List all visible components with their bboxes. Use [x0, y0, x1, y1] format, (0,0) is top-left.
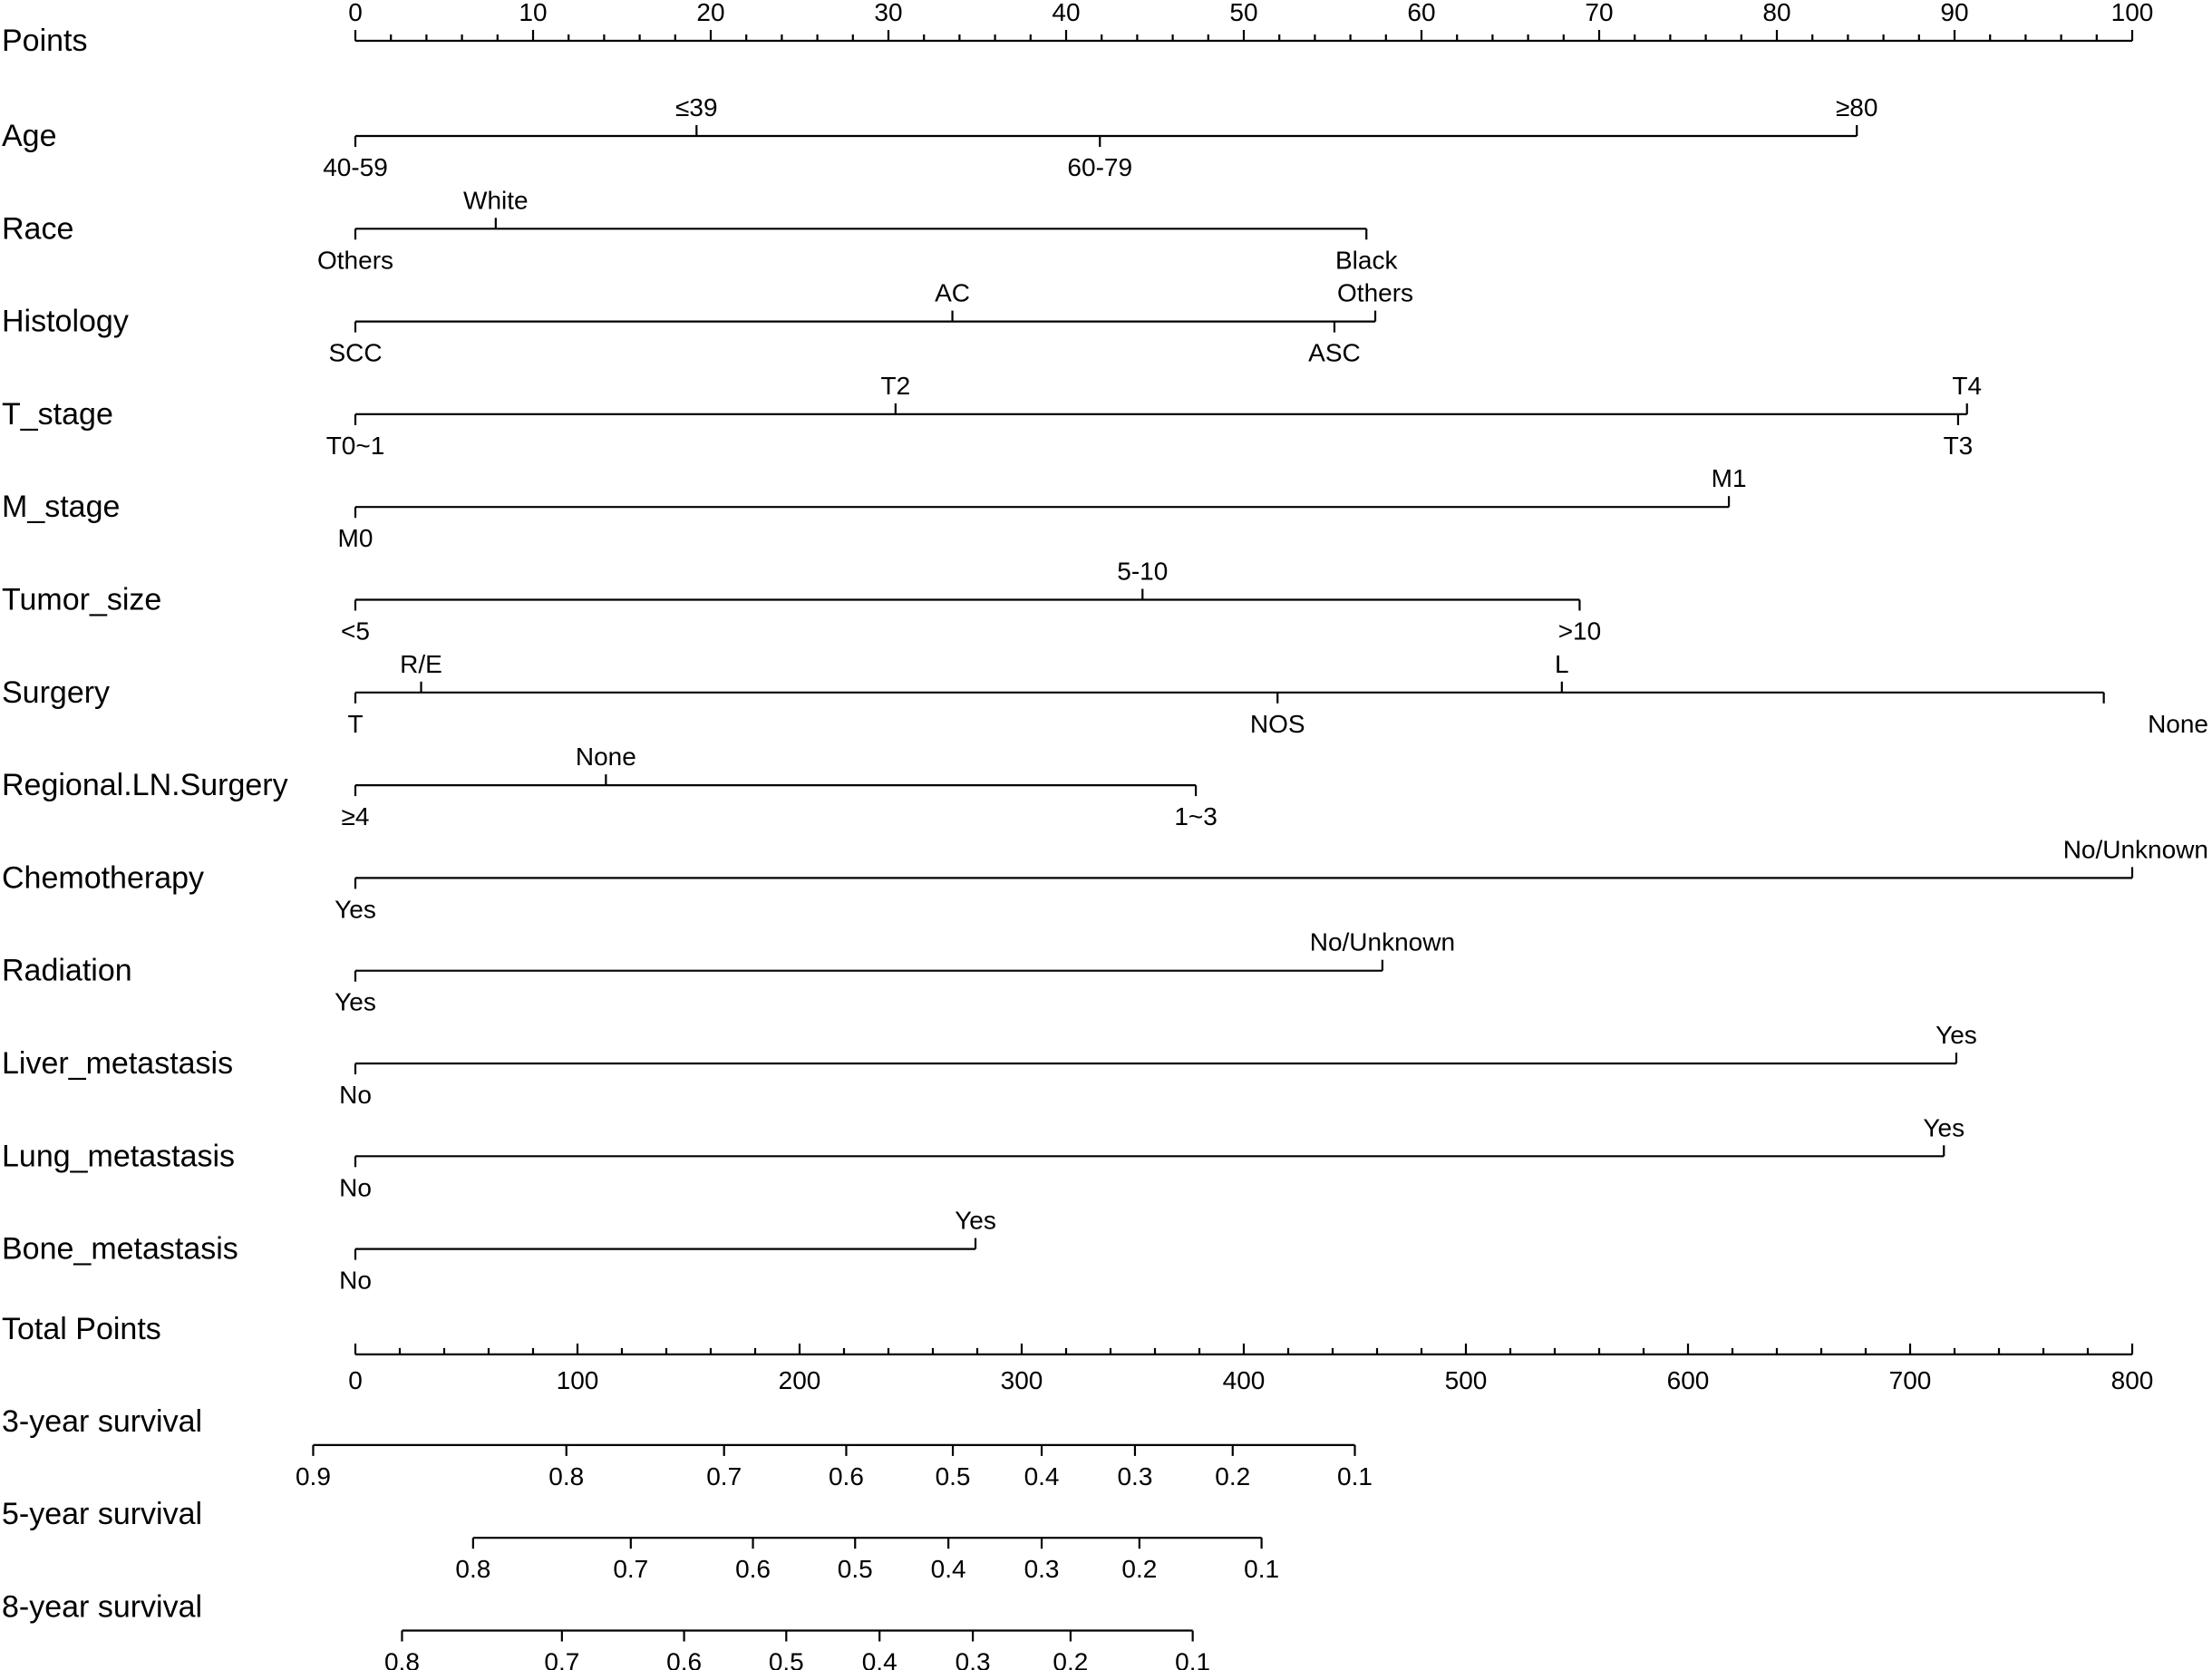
level-label-age-le39: ≤39	[675, 93, 718, 121]
total-points-tick-label: 400	[1222, 1365, 1266, 1394]
level-label-liver-metastasis-yes: Yes	[1936, 1021, 1977, 1049]
points-tick-label: 40	[1052, 0, 1081, 26]
tick-label-3-year-survival: 0.4	[1024, 1461, 1060, 1490]
level-label-radiation-no-unknown: No/Unknown	[1309, 927, 1456, 956]
row-label-surgery: Surgery	[2, 675, 111, 710]
level-label-surgery-l: L	[1555, 649, 1569, 678]
tick-label-5-year-survival: 0.7	[613, 1555, 649, 1584]
level-label-t-stage-t0to1: T0~1	[325, 431, 385, 460]
points-tick-label: 100	[2110, 0, 2154, 26]
row-label-tumor-size: Tumor_size	[2, 582, 162, 617]
points-tick-label: 60	[1407, 0, 1436, 26]
row-label-lung-metastasis: Lung_metastasis	[2, 1139, 236, 1174]
row-label-points: Points	[2, 24, 88, 58]
level-label-regional-ln-surgery-ge4: ≥4	[341, 802, 370, 831]
total-points-tick-label: 100	[556, 1365, 599, 1394]
level-label-t-stage-t3: T3	[1943, 431, 1974, 460]
points-tick-label: 70	[1585, 0, 1614, 26]
level-label-liver-metastasis-no: No	[339, 1081, 372, 1109]
tick-label-3-year-survival: 0.1	[1337, 1461, 1373, 1490]
level-label-regional-ln-surgery-1to3: 1~3	[1174, 802, 1218, 831]
level-label-surgery-r-e: R/E	[400, 649, 442, 678]
level-label-surgery-t: T	[347, 709, 364, 738]
level-label-race-white: White	[463, 186, 529, 215]
row-label-liver-metastasis: Liver_metastasis	[2, 1046, 234, 1081]
tick-label-8-year-survival: 0.4	[861, 1647, 897, 1670]
level-label-radiation-yes: Yes	[335, 987, 376, 1016]
level-label-t-stage-t2: T2	[880, 371, 911, 400]
tick-label-3-year-survival: 0.2	[1215, 1461, 1251, 1490]
tick-label-3-year-survival: 0.7	[706, 1461, 742, 1490]
points-tick-label: 10	[519, 0, 548, 26]
level-label-age-40-59: 40-59	[323, 153, 388, 181]
tick-label-5-year-survival: 0.2	[1121, 1555, 1158, 1584]
row-label-t-stage: T_stage	[2, 396, 113, 432]
tick-label-5-year-survival: 0.8	[455, 1555, 491, 1584]
tick-label-8-year-survival: 0.2	[1053, 1647, 1089, 1670]
tick-label-8-year-survival: 0.8	[383, 1647, 420, 1670]
level-label-lung-metastasis-no: No	[339, 1173, 372, 1202]
level-label-t-stage-t4: T4	[1952, 371, 1983, 400]
row-label-histology: Histology	[2, 304, 129, 339]
row-label-chemotherapy: Chemotherapy	[2, 860, 205, 896]
row-label-age: Age	[2, 119, 57, 153]
level-label-regional-ln-surgery-none: None	[575, 743, 636, 772]
row-label-bone-metastasis: Bone_metastasis	[2, 1231, 238, 1267]
level-label-chemotherapy-no-unknown: No/Unknown	[2062, 835, 2208, 864]
level-label-histology-asc: ASC	[1308, 338, 1361, 367]
tick-label-5-year-survival: 0.3	[1024, 1555, 1060, 1584]
points-tick-label: 90	[1940, 0, 1969, 26]
level-label-surgery-none: None	[2148, 709, 2208, 738]
level-label-age-60-79: 60-79	[1067, 153, 1133, 181]
level-label-surgery-nos: NOS	[1249, 709, 1305, 738]
tick-label-5-year-survival: 0.1	[1244, 1555, 1280, 1584]
row-label-regional-ln-surgery: Regional.LN.Surgery	[2, 768, 288, 803]
tick-label-8-year-survival: 0.7	[544, 1647, 580, 1670]
level-label-m-stage-m0: M0	[337, 524, 374, 553]
tick-label-3-year-survival: 0.3	[1117, 1461, 1153, 1490]
row-label-8-year-survival: 8-year survival	[2, 1589, 203, 1625]
tick-label-3-year-survival: 0.6	[828, 1461, 864, 1490]
points-tick-label: 50	[1229, 0, 1258, 26]
level-label-histology-ac: AC	[935, 278, 971, 307]
level-label-race-others: Others	[316, 246, 394, 275]
total-points-tick-label: 500	[1444, 1365, 1488, 1394]
level-label-tumor-size-lt5: <5	[341, 617, 370, 646]
points-tick-label: 20	[696, 0, 725, 26]
level-label-bone-metastasis-no: No	[339, 1266, 372, 1295]
level-label-tumor-size-5-10: 5-10	[1117, 557, 1169, 586]
tick-label-8-year-survival: 0.1	[1175, 1647, 1211, 1670]
total-points-tick-label: 0	[348, 1365, 363, 1394]
level-label-lung-metastasis-yes: Yes	[1923, 1113, 1965, 1142]
level-label-bone-metastasis-yes: Yes	[955, 1206, 996, 1235]
total-points-tick-label: 200	[778, 1365, 821, 1394]
tick-label-5-year-survival: 0.4	[930, 1555, 966, 1584]
row-label-m-stage: M_stage	[2, 490, 121, 525]
level-label-race-black: Black	[1335, 246, 1398, 275]
tick-label-3-year-survival: 0.9	[295, 1461, 331, 1490]
row-label-radiation: Radiation	[2, 953, 132, 988]
points-tick-label: 30	[874, 0, 903, 26]
total-points-tick-label: 300	[1000, 1365, 1043, 1394]
level-label-tumor-size-gt10: >10	[1557, 617, 1602, 646]
row-label-3-year-survival: 3-year survival	[2, 1403, 203, 1439]
tick-label-8-year-survival: 0.5	[768, 1647, 804, 1670]
tick-label-3-year-survival: 0.5	[935, 1461, 971, 1490]
row-label-total-points: Total Points	[2, 1311, 161, 1346]
level-label-chemotherapy-yes: Yes	[335, 895, 376, 924]
total-points-tick-label: 800	[2110, 1365, 2154, 1394]
points-tick-label: 80	[1762, 0, 1791, 26]
tick-label-3-year-survival: 0.8	[548, 1461, 585, 1490]
level-label-m-stage-m1: M1	[1711, 464, 1747, 493]
tick-label-5-year-survival: 0.6	[735, 1555, 771, 1584]
tick-label-8-year-survival: 0.3	[955, 1647, 991, 1670]
row-label-5-year-survival: 5-year survival	[2, 1497, 203, 1532]
tick-label-5-year-survival: 0.5	[837, 1555, 873, 1584]
level-label-histology-scc: SCC	[328, 338, 383, 367]
total-points-tick-label: 600	[1666, 1365, 1710, 1394]
points-tick-label: 0	[348, 0, 363, 26]
row-label-race: Race	[2, 211, 74, 247]
tick-label-8-year-survival: 0.6	[666, 1647, 703, 1670]
total-points-tick-label: 700	[1888, 1365, 1932, 1394]
level-label-histology-others: Others	[1337, 278, 1414, 307]
level-label-age-ge80: ≥80	[1835, 93, 1878, 121]
